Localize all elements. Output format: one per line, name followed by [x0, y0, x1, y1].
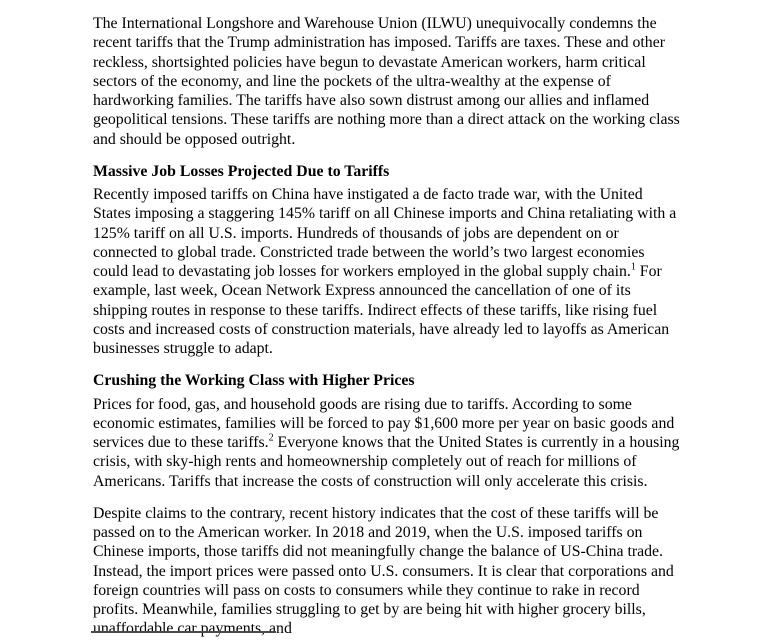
intro-paragraph — [93, 14, 682, 149]
footnote-reference: 1 — [630, 261, 636, 273]
text-run: Everyone knows that the United States is currently in a housing crisis, with sky-high rents and homeownership completely out of reach for millions of Americans. Tariffs that increase the costs of construction will only accelerate this crisis. — [93, 434, 680, 490]
higher-prices-paragraph — [93, 395, 682, 491]
text-run: Despite claims to the contrary, recent history indicates that the cost of these tariffs will be passed on to the American worker. In 2018 and 2019, when the U.S. imposed tariffs on Chinese imports, those tariffs did not meaningfully change the balance of US-China trade. Instead, the import prices were passed onto U.S. consumers. It is clear that corporations and foreign countries will pass on costs to consumers while they continue to rake in record profits. Meanwhile, families struggling to get by are being hit with higher grocery bills, unaffordable car payments, and — [93, 504, 674, 638]
text-run: Crushing the Working Class with Higher Prices — [93, 372, 415, 390]
text-run: The International Longshore and Warehouse Union (ILWU) unequivocally condemns the recent tariffs that the Trump administration has imposed. Tariffs are taxes. These and other reckless, shortsighted policies have begun to devastate American workers, harm critical sectors of the economy, and line the pockets of the ultra-wealthy at the expense of hardworking families. The tariffs have also sown distrust among our allies and inflamed geopolitical tensions. These tariffs are nothing more than a direct attack on the working class and should be opposed outright. — [93, 15, 680, 148]
text-run: Prices for food, gas, and household goods are rising due to tariffs. According to some economic estimates, families will be forced to pay $1,600 more per year on basic goods and services due to these tariffs. — [93, 395, 675, 451]
text-run: For example, last week, Ocean Network Express announced the cancellation of one of its shipping routes in response to these tariffs. Indirect effects of these tariffs, like rising fuel costs and increased costs of construction materials, have already led to layoffs as American businesses struggle to adapt. — [93, 263, 670, 357]
footnote-reference: 2 — [268, 432, 274, 444]
history-paragraph — [93, 504, 682, 639]
text-run: Massive Job Losses Projected Due to Tariffs — [93, 162, 390, 180]
text-run: Recently imposed tariffs on China have instigated a de facto trade war, with the United States imposing a staggering 145% tariff on all Chinese imports and China retaliating with a 125% tariff on all U.S. imports. Hundreds of thousands of jobs are dependent on or connected to global trade. Constricted trade between the world’s two largest economies could lead to devastating job losses for workers employed in the global supply chain. — [93, 186, 677, 280]
heading-higher-prices — [93, 371, 682, 390]
document-text — [93, 14, 682, 640]
job-losses-paragraph — [93, 185, 682, 358]
footnote-separator — [91, 631, 276, 633]
heading-job-losses — [93, 162, 682, 181]
